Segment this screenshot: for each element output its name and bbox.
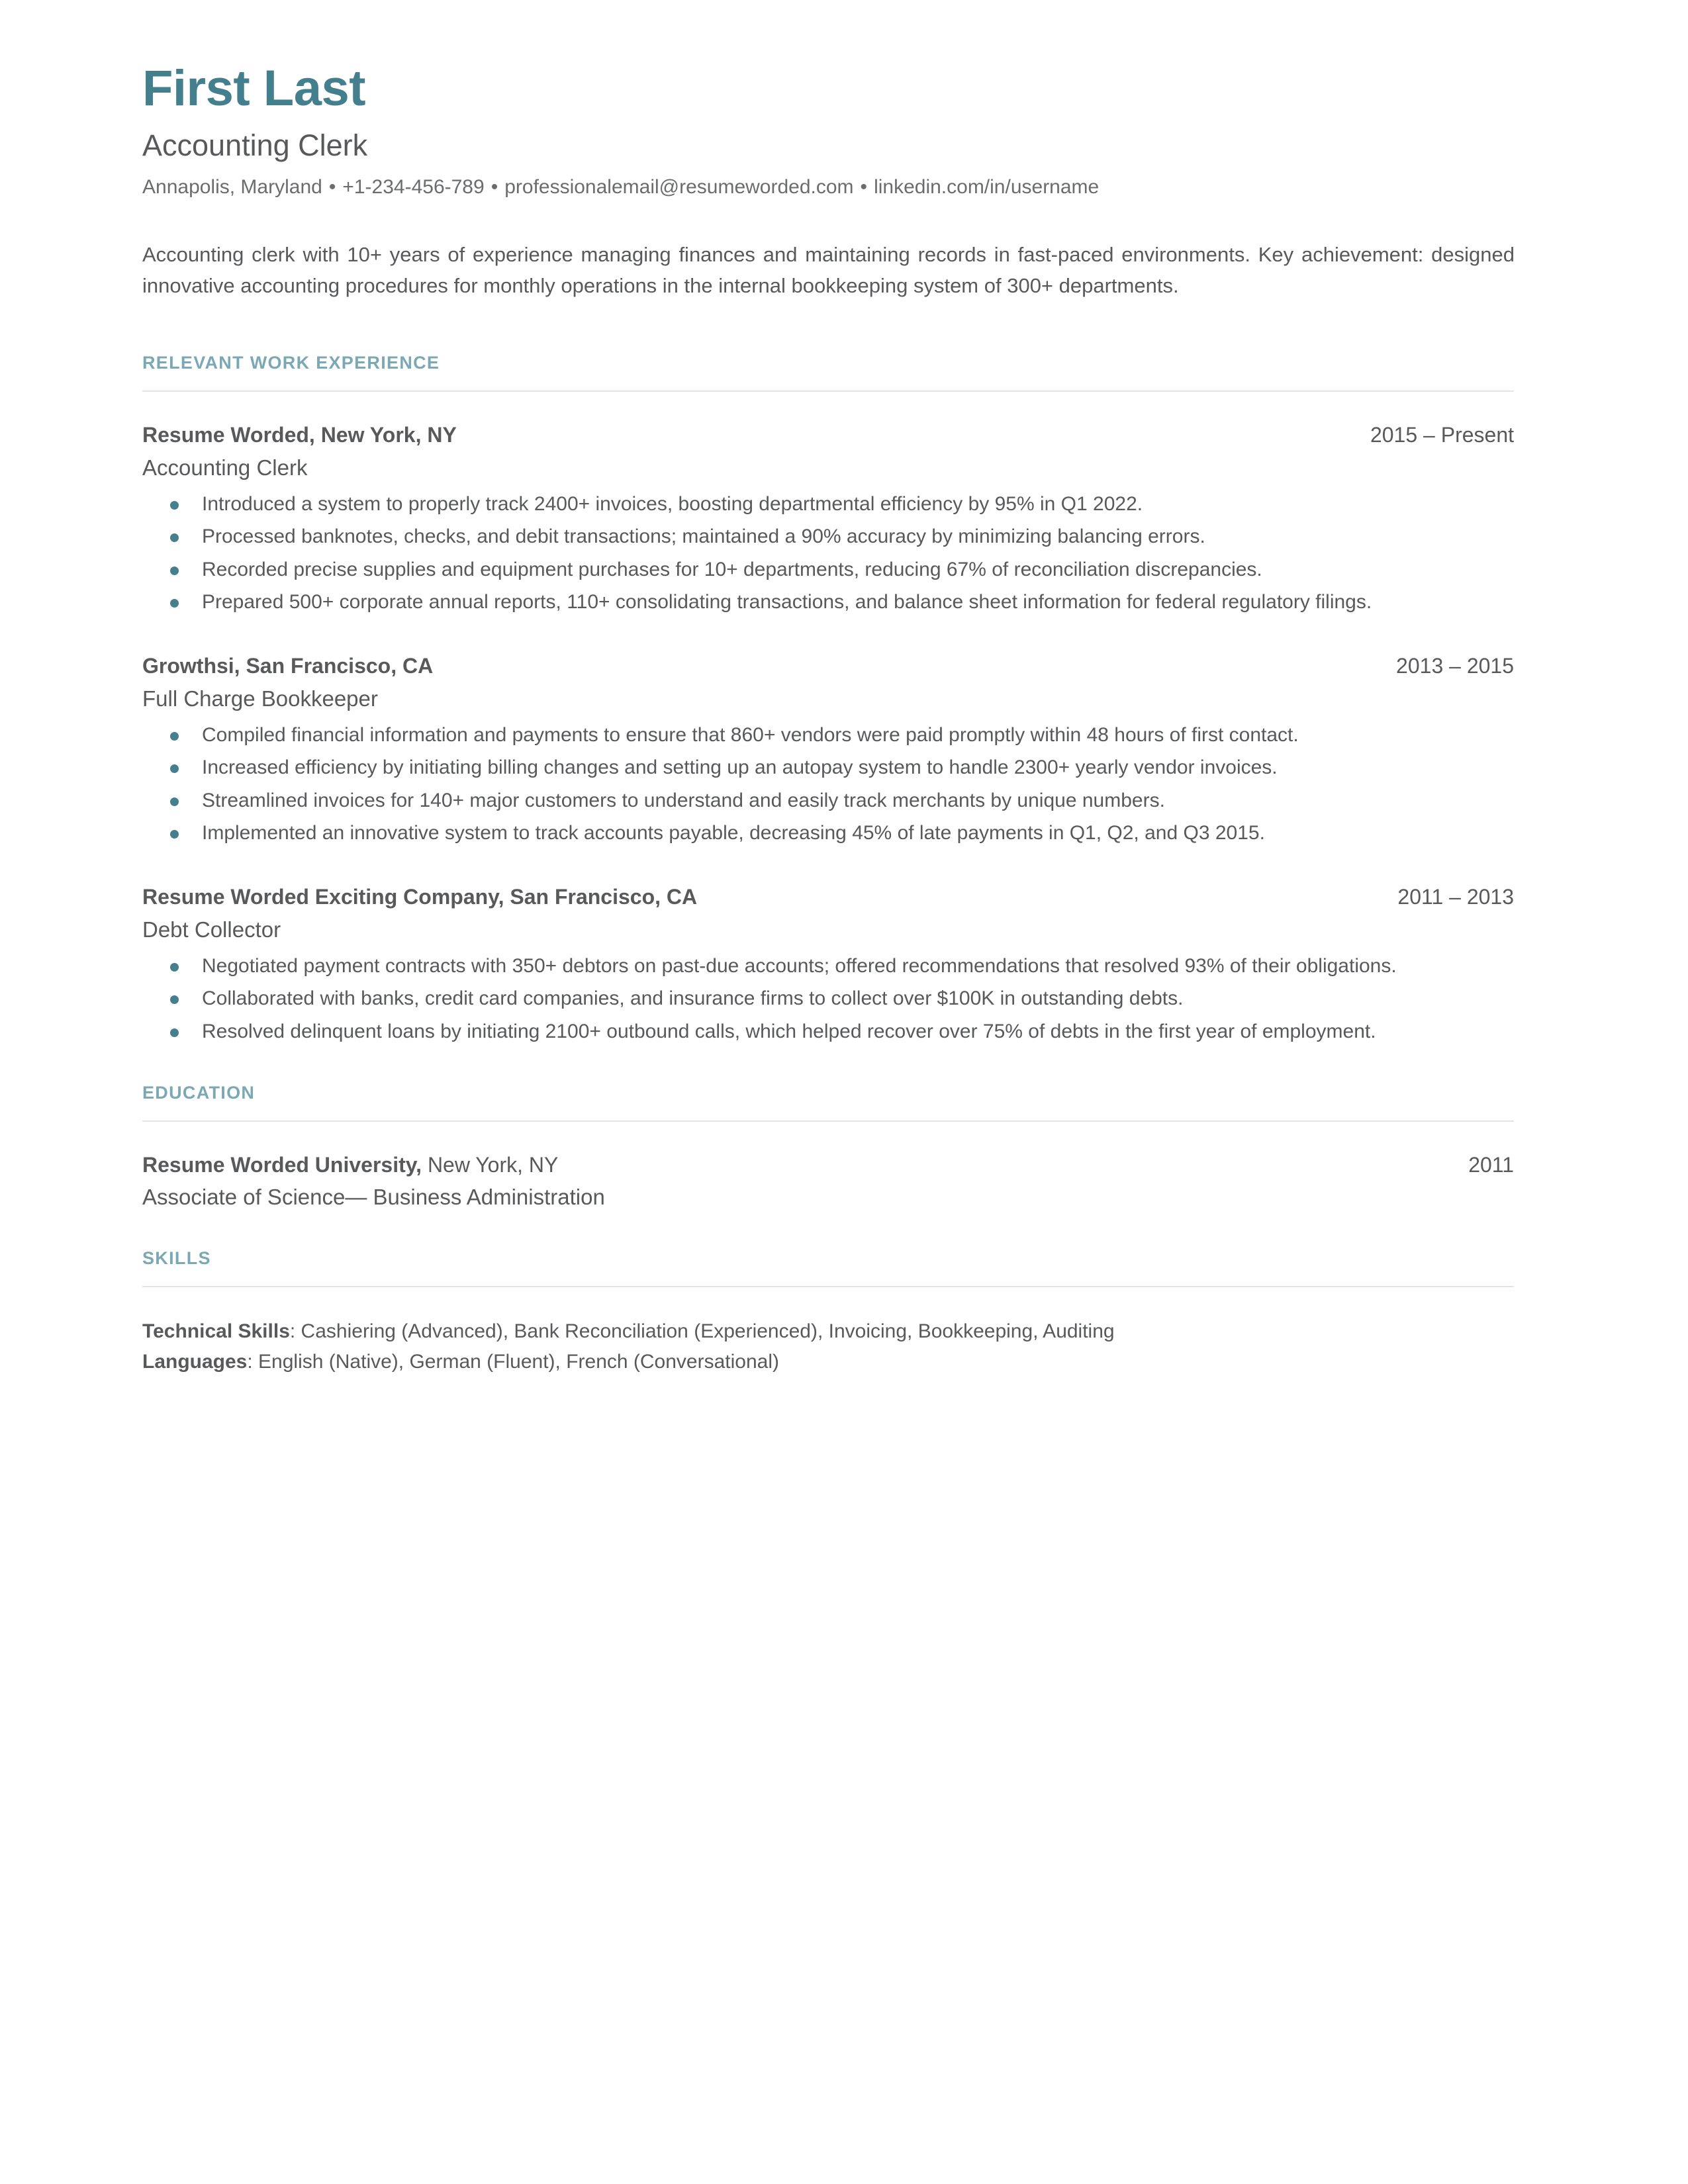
experience-bullet: Introduced a system to properly track 2400+ invoices, boosting departmental efficiency by 95% in Q1 2022. — [142, 488, 1473, 520]
skills-technical-value: : Cashiering (Advanced), Bank Reconciliation (Experienced), Invoicing, Bookkeeping, Auditing — [289, 1320, 1115, 1343]
experience-entry-header — [142, 652, 1514, 680]
experience-dates: 2013 – 2015 — [1396, 654, 1514, 678]
spacer — [142, 1219, 1515, 1248]
skills-technical-line — [142, 1316, 1515, 1347]
experience-bullet: Resolved delinquent loans by initiating 2100+ outbound calls, which helped recover over 75% of debts in the first year of employment. — [142, 1016, 1473, 1047]
contact-phone: +1-234-456-789 — [342, 176, 485, 199]
experience-bullet: Compiled financial information and payments to ensure that 860+ vendors were paid promptly within 48 hours of first contact. — [142, 719, 1473, 751]
experience-dates: 2015 – Present — [1370, 423, 1514, 447]
education-degree: Associate of Science— Business Administration — [142, 1185, 605, 1210]
contact-separator-3: • — [860, 176, 868, 199]
skills-languages-value: : English (Native), German (Fluent), French (Conversational) — [247, 1350, 779, 1373]
spacer — [142, 1054, 1515, 1083]
skills-technical-label: Technical Skills — [142, 1320, 290, 1343]
contact-email[interactable]: professionalemail@resumeworded.com — [504, 176, 854, 199]
contact-line — [142, 175, 1515, 199]
skills-section — [142, 1248, 1515, 1377]
experience-entry-header — [142, 883, 1514, 911]
experience-dates: 2011 – 2013 — [1397, 885, 1514, 909]
experience-role: Debt Collector — [142, 917, 281, 942]
candidate-name: First Last — [142, 60, 366, 116]
experience-role: Full Charge Bookkeeper — [142, 686, 378, 711]
experience-section-heading: RELEVANT WORK EXPERIENCE — [142, 353, 440, 373]
experience-entry — [142, 652, 1515, 848]
education-section — [142, 1083, 1515, 1212]
education-institution-line — [142, 1151, 558, 1179]
experience-entry — [142, 421, 1515, 617]
skills-languages-label: Languages — [142, 1350, 248, 1373]
education-institution: Resume Worded University, — [142, 1152, 422, 1177]
skills-section-divider — [142, 1286, 1514, 1287]
experience-bullet: Collaborated with banks, credit card companies, and insurance firms to collect over $100K in outstanding debts. — [142, 983, 1473, 1014]
experience-role: Accounting Clerk — [142, 455, 308, 480]
experience-bullet: Increased efficiency by initiating billing changes and setting up an autopay system to handle 2300+ yearly vendor invoices. — [142, 752, 1473, 783]
education-location: New York, NY — [422, 1152, 559, 1177]
experience-bullet: Implemented an innovative system to track accounts payable, decreasing 45% of late payments in Q1, Q2, and Q3 2015. — [142, 817, 1473, 848]
contact-linkedin[interactable]: linkedin.com/in/username — [874, 176, 1100, 199]
contact-separator-1: • — [328, 176, 336, 199]
education-entry-header — [142, 1151, 1514, 1179]
experience-bullet: Recorded precise supplies and equipment purchases for 10+ departments, reducing 67% of reconciliation discrepancies. — [142, 554, 1473, 585]
skills-section-heading: SKILLS — [142, 1248, 211, 1269]
education-section-divider — [142, 1120, 1514, 1122]
experience-entry — [142, 883, 1515, 1047]
contact-location: Annapolis, Maryland — [142, 176, 322, 199]
experience-bullet: Prepared 500+ corporate annual reports, 110+ consolidating transactions, and balance sheet information for federal regulatory filings. — [142, 586, 1473, 617]
experience-bullet-list — [142, 488, 1473, 618]
experience-organization: Resume Worded Exciting Company, San Francisco, CA — [142, 885, 698, 909]
spacer — [142, 624, 1515, 652]
spacer — [142, 855, 1515, 883]
experience-organization: Resume Worded, New York, NY — [142, 423, 457, 447]
experience-bullet: Negotiated payment contracts with 350+ debtors on past-due accounts; offered recommendations that resolved 93% of their obligations. — [142, 950, 1473, 981]
professional-summary: Accounting clerk with 10+ years of experience managing finances and maintaining records in fast-paced environments. Key achievement: designed innovative accounting procedures for monthly operations in the internal bookkeeping system of 300+ departments. — [142, 243, 1515, 298]
experience-section-divider — [142, 390, 1514, 392]
skills-languages-line — [142, 1347, 1515, 1377]
experience-bullet: Processed banknotes, checks, and debit transactions; maintained a 90% accuracy by minimizing balancing errors. — [142, 521, 1473, 552]
experience-bullet-list — [142, 719, 1473, 849]
experience-bullet: Streamlined invoices for 140+ major customers to understand and easily track merchants by unique numbers. — [142, 785, 1473, 816]
experience-entry-header — [142, 421, 1514, 449]
experience-bullet-list — [142, 950, 1473, 1047]
candidate-job-title: Accounting Clerk — [142, 128, 368, 162]
education-dates: 2011 — [1468, 1152, 1514, 1177]
experience-section — [142, 353, 1515, 1046]
resume-header — [142, 60, 1515, 301]
education-entry — [142, 1151, 1515, 1212]
contact-separator-2: • — [491, 176, 498, 199]
experience-organization: Growthsi, San Francisco, CA — [142, 654, 434, 678]
education-section-heading: EDUCATION — [142, 1082, 256, 1103]
